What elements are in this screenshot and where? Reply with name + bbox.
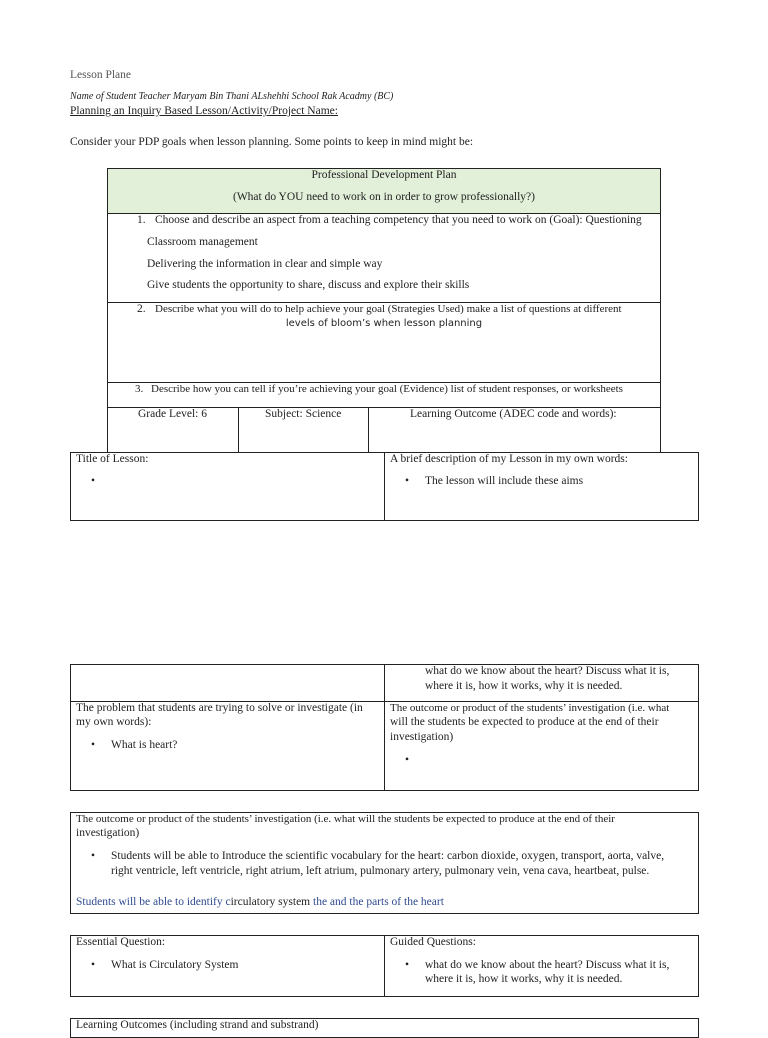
guided-questions-label: Guided Questions: <box>390 936 476 948</box>
identify-sentence <box>76 896 444 908</box>
outcome-label: will the students be expected to produce at the end of their <box>390 716 659 728</box>
outcome-label: The outcome or product of the students’ investigation (i.e. what <box>390 702 670 714</box>
pdp-goal-line: Give students the opportunity to share, discuss and explore their skills <box>147 279 470 291</box>
learning-outcomes-cell <box>70 1018 699 1038</box>
guided-question-line: what do we know about the heart? Discuss what it is, <box>425 959 670 971</box>
pdp-item2-number: 2. <box>137 303 146 315</box>
identify-part-b: irculatory system <box>230 896 311 908</box>
outcome-box-label: investigation) <box>76 827 140 839</box>
planning-line: Planning an Inquiry Based Lesson/Activity/Project Name: <box>70 105 338 117</box>
problem-label: The problem that students are trying to solve or investigate (in <box>76 702 363 714</box>
problem-cell <box>70 701 385 791</box>
pdp-evidence-cell <box>107 382 661 408</box>
carry-over-cell <box>384 664 699 702</box>
lesson-description-item: The lesson will include these aims <box>425 475 584 487</box>
pdp-goal-line: Classroom management <box>147 236 258 248</box>
outcome-box-label: The outcome or product of the students’ investigation (i.e. what will the students be expected to produce at the end of their <box>76 813 615 825</box>
empty-cell <box>70 664 385 702</box>
pdp-goal-line: Delivering the information in clear and simple way <box>147 258 383 270</box>
problem-label: my own words): <box>76 716 152 728</box>
learning-outcome: Learning Outcome (ADEC code and words): <box>410 408 617 420</box>
pdp-item2: Describe what you will do to help achieve your goal (Strategies Used) make a list of questions at different <box>155 303 622 315</box>
pdp-strategies-cell <box>107 302 661 383</box>
lesson-description-label: A brief description of my Lesson in my own words: <box>390 453 628 465</box>
grade-cell <box>107 407 239 453</box>
problem-item: What is heart? <box>111 739 178 751</box>
bullet: • <box>91 475 96 487</box>
identify-part-a: Students will be able to identify c <box>76 896 231 908</box>
document-title: Lesson Plane <box>70 69 132 81</box>
bullet: • <box>91 850 96 862</box>
outcome-box-item: right ventricle, left ventricle, right atrium, left atrium, pulmonary artery, pulmonary vein, vena cava, heartbeat, pulse. <box>111 865 650 877</box>
lesson-description-cell <box>384 452 699 521</box>
title-of-lesson-label: Title of Lesson: <box>76 453 149 465</box>
outcome-box-item: Students will be able to Introduce the scientific vocabulary for the heart: carbon dioxide, oxygen, transport, aorta, valve, <box>111 850 665 862</box>
essential-question-cell <box>70 935 385 997</box>
pdp-item1: Choose and describe an aspect from a teaching competency that you need to work on (Goal): Questioning <box>155 214 642 226</box>
subject-cell <box>238 407 369 453</box>
pdp-goal-cell <box>107 213 661 303</box>
bullet: • <box>405 959 410 971</box>
learning-outcomes-label: Learning Outcomes (including strand and substrand) <box>76 1019 319 1031</box>
guided-question-line: where it is, how it works, why it is needed. <box>425 973 623 985</box>
bullet: • <box>91 739 96 751</box>
pdp-item1-number: 1. <box>137 214 146 226</box>
title-of-lesson-cell <box>70 452 385 521</box>
subject: Subject: Science <box>265 408 342 420</box>
bullet: • <box>91 959 96 971</box>
pdp-item2-continued: levels of bloom’s when lesson planning <box>285 318 483 329</box>
identify-part-c: the and the parts of the heart <box>310 896 444 908</box>
essential-question-label: Essential Question: <box>76 936 166 948</box>
pdp-title: Professional Development Plan <box>311 169 457 181</box>
pdp-item3: Describe how you can tell if you’re achieving your goal (Evidence) list of student responses, or worksheets <box>151 383 623 395</box>
pdp-subtitle: (What do YOU need to work on in order to grow professionally?) <box>232 191 535 203</box>
consider-line: Consider your PDP goals when lesson planning. Some points to keep in mind might be: <box>70 136 474 148</box>
grade-level: Grade Level: 6 <box>138 408 207 420</box>
essential-question-item: What is Circulatory System <box>111 959 239 971</box>
pdp-item3-number: 3. <box>135 383 144 395</box>
bullet: • <box>405 475 410 487</box>
carry-over-line: where it is, how it works, why it is needed. <box>425 680 623 692</box>
carry-over-line: what do we know about the heart? Discuss what it is, <box>425 665 670 677</box>
outcome-box <box>70 812 699 914</box>
pdp-header-cell <box>107 168 661 214</box>
outcome-cell <box>384 701 699 791</box>
learning-outcome-cell <box>368 407 661 453</box>
teacher-line: Name of Student Teacher Maryam Bin Thani ALshehhi School Rak Acadmy (BC) <box>70 91 394 102</box>
bullet: • <box>405 754 410 766</box>
guided-questions-cell <box>384 935 699 997</box>
outcome-label: investigation) <box>390 731 454 743</box>
